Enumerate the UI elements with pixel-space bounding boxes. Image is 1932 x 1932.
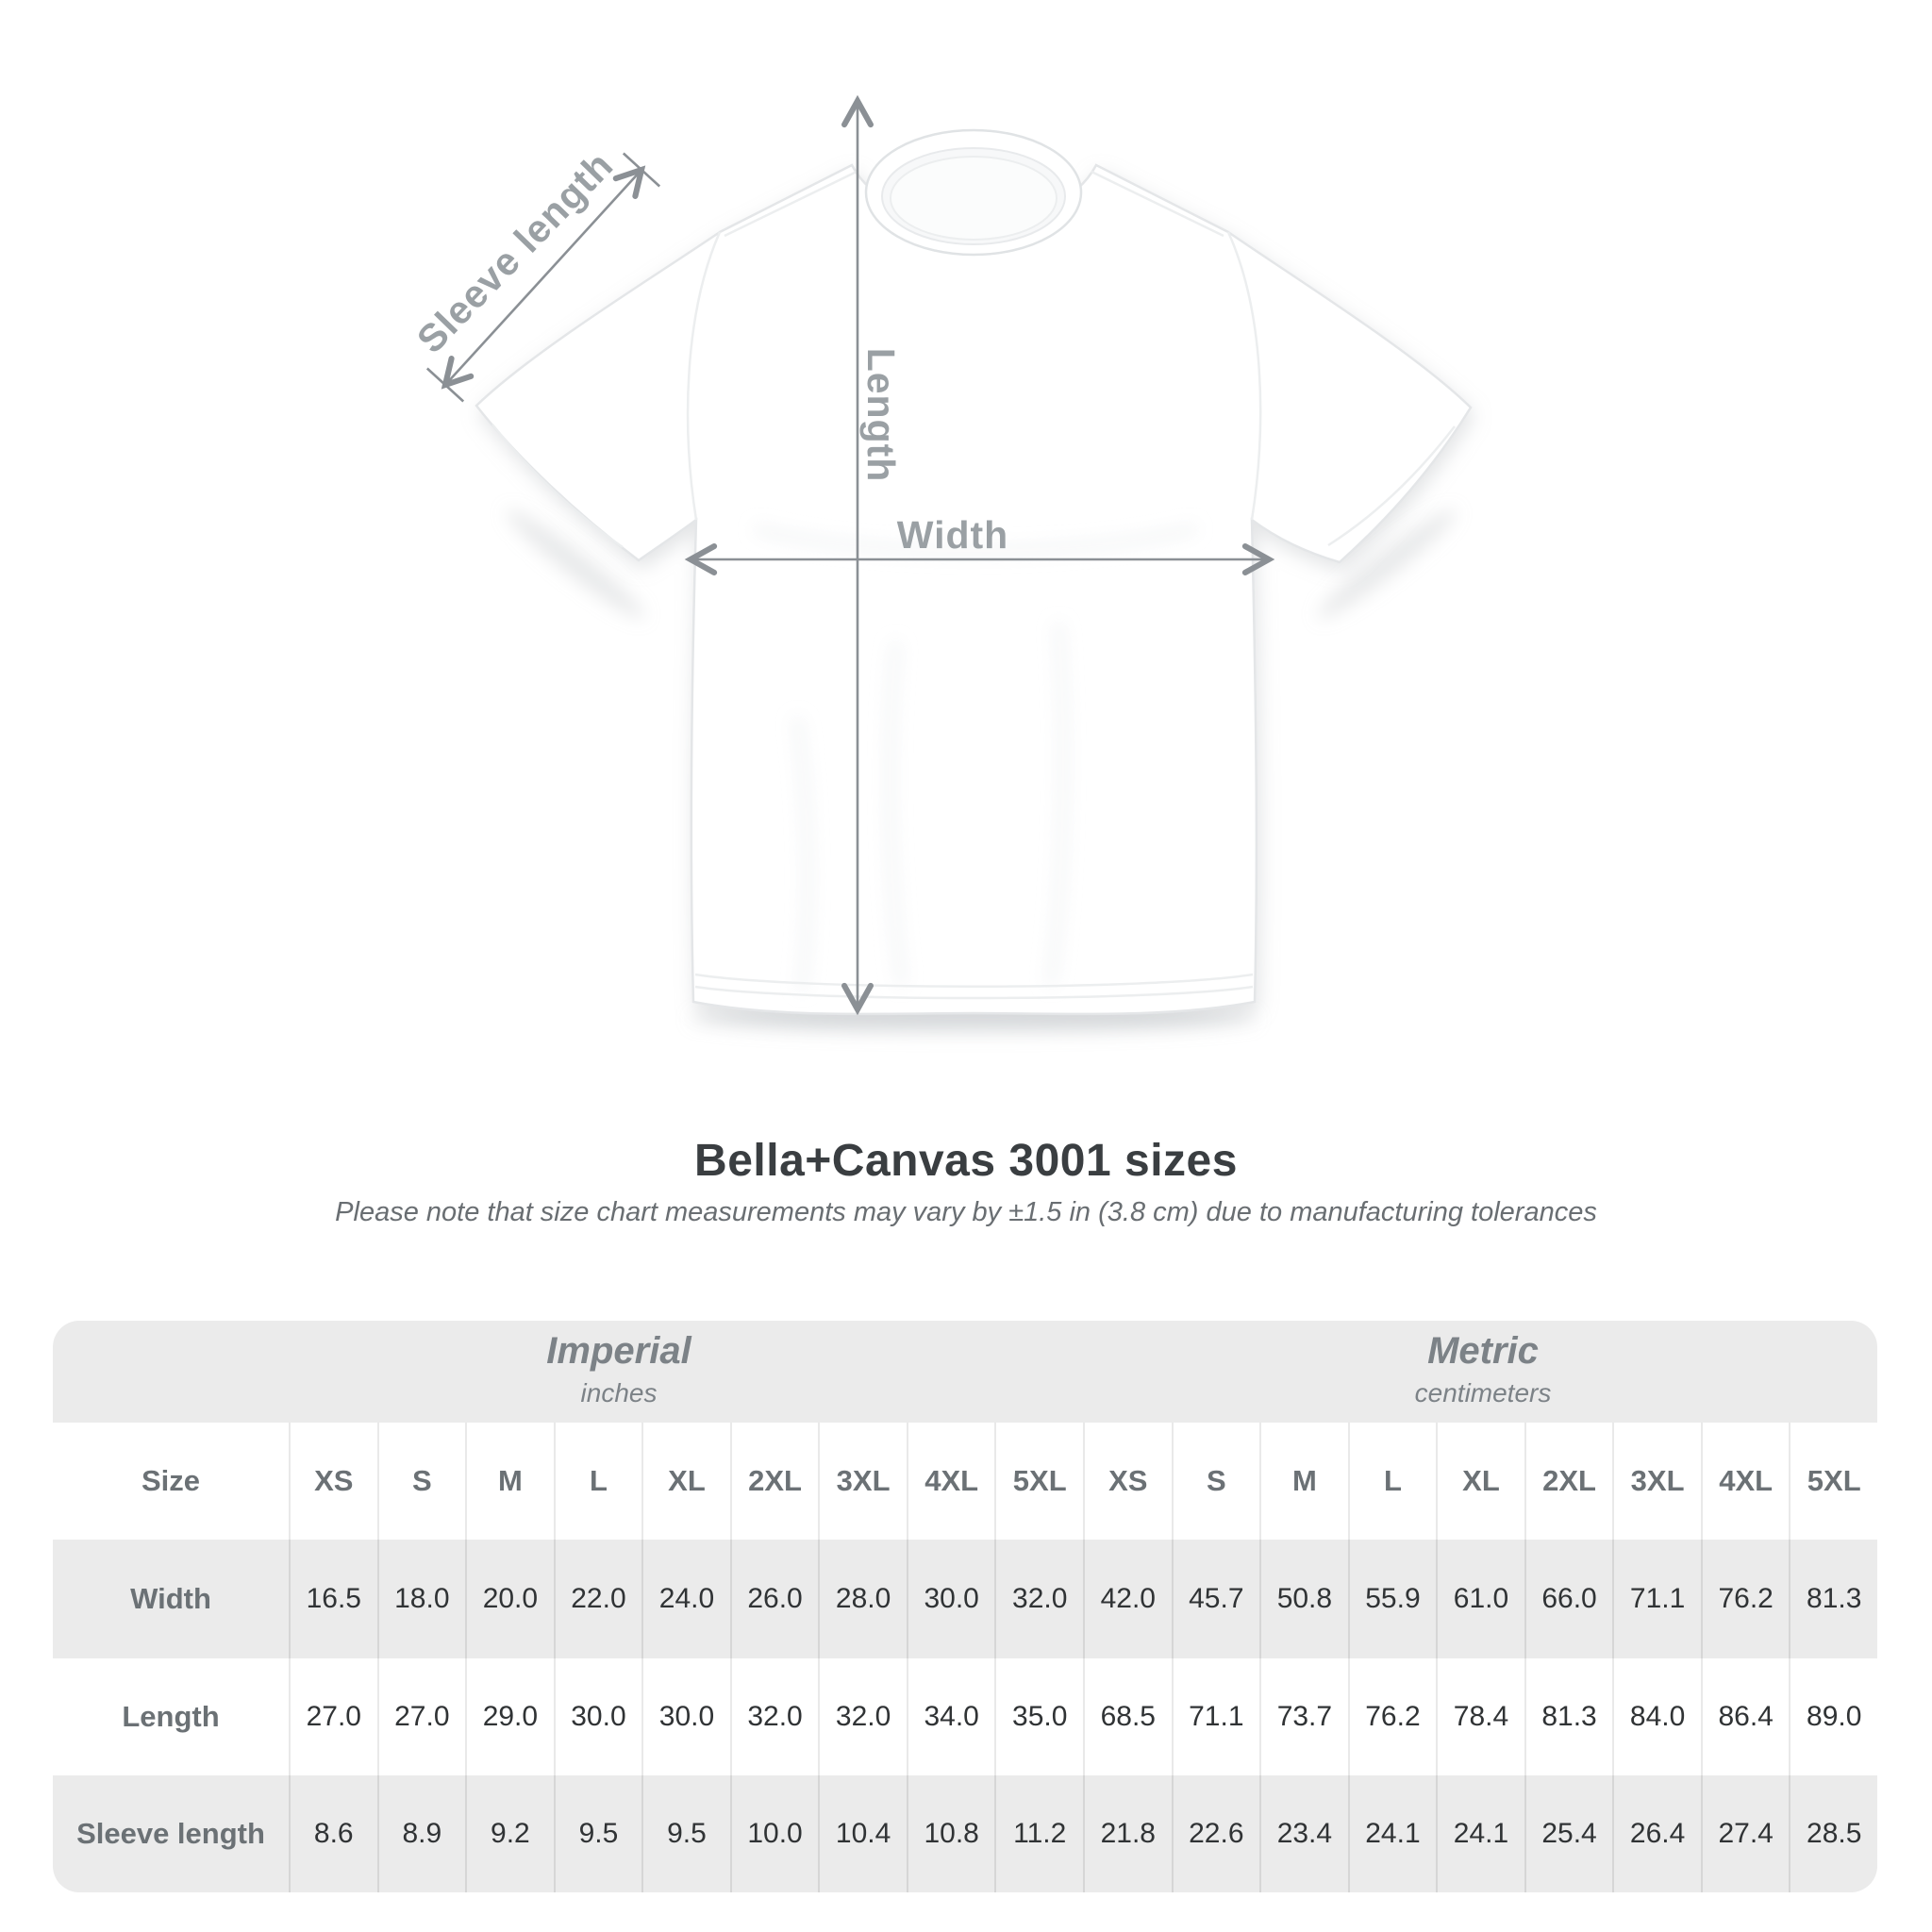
width-label: Width xyxy=(896,513,1009,557)
value-cell: 73.7 xyxy=(1259,1658,1348,1775)
value-cell: 10.8 xyxy=(907,1775,995,1892)
value-cell: 27.4 xyxy=(1701,1775,1790,1892)
value-cell: 81.3 xyxy=(1789,1540,1877,1658)
size-header-cell: XL xyxy=(1436,1423,1524,1540)
value-cell: 10.0 xyxy=(730,1775,819,1892)
value-cell: 9.5 xyxy=(554,1775,642,1892)
size-header-cell: L xyxy=(554,1423,642,1540)
size-header-cell: 4XL xyxy=(907,1423,995,1540)
size-header-cell: XL xyxy=(641,1423,730,1540)
size-table xyxy=(53,1321,1877,1892)
value-cell: 28.5 xyxy=(1789,1775,1877,1892)
value-cell: 22.6 xyxy=(1172,1775,1260,1892)
size-column-header: Size xyxy=(53,1423,289,1540)
value-cell: 71.1 xyxy=(1612,1540,1701,1658)
value-cell: 27.0 xyxy=(289,1658,377,1775)
value-cell: 78.4 xyxy=(1436,1658,1524,1775)
size-header-cell: S xyxy=(1172,1423,1260,1540)
value-cell: 25.4 xyxy=(1524,1775,1613,1892)
value-cell: 32.0 xyxy=(818,1658,907,1775)
value-cell: 55.9 xyxy=(1348,1540,1437,1658)
value-cell: 11.2 xyxy=(994,1775,1083,1892)
value-cell: 81.3 xyxy=(1524,1658,1613,1775)
value-cell: 9.5 xyxy=(641,1775,730,1892)
value-cell: 24.1 xyxy=(1348,1775,1437,1892)
value-cell: 27.0 xyxy=(377,1658,466,1775)
size-header-cell: 4XL xyxy=(1701,1423,1790,1540)
value-cell: 29.0 xyxy=(465,1658,554,1775)
length-label: Length xyxy=(859,347,903,483)
value-cell: 86.4 xyxy=(1701,1658,1790,1775)
tshirt-body xyxy=(476,130,1471,1014)
row-label: Length xyxy=(53,1658,289,1775)
sleeve-end-tick xyxy=(427,369,463,402)
value-cell: 28.0 xyxy=(818,1540,907,1658)
value-cell: 24.1 xyxy=(1436,1775,1524,1892)
imperial-group-header xyxy=(53,1330,1185,1408)
row-label: Sleeve length xyxy=(53,1775,289,1892)
value-cell: 10.4 xyxy=(818,1775,907,1892)
value-cell: 50.8 xyxy=(1259,1540,1348,1658)
size-header-cell: M xyxy=(465,1423,554,1540)
value-cell: 18.0 xyxy=(377,1540,466,1658)
collar xyxy=(866,130,1081,255)
imperial-title: Imperial xyxy=(546,1330,691,1372)
size-header-cell: 2XL xyxy=(1524,1423,1613,1540)
imperial-unit: inches xyxy=(580,1378,658,1407)
metric-title: Metric xyxy=(1427,1330,1539,1372)
value-cell: 8.9 xyxy=(377,1775,466,1892)
value-cell: 23.4 xyxy=(1259,1775,1348,1892)
page-title: Bella+Canvas 3001 sizes xyxy=(694,1136,1238,1186)
value-cell: 30.0 xyxy=(907,1540,995,1658)
size-header-cell: 5XL xyxy=(994,1423,1083,1540)
value-cell: 26.4 xyxy=(1612,1775,1701,1892)
value-cell: 35.0 xyxy=(994,1658,1083,1775)
value-cell: 61.0 xyxy=(1436,1540,1524,1658)
size-header-cell: 3XL xyxy=(818,1423,907,1540)
value-cell: 8.6 xyxy=(289,1775,377,1892)
unit-header-band xyxy=(53,1321,1877,1423)
metric-unit: centimeters xyxy=(1414,1378,1552,1407)
value-cell: 24.0 xyxy=(641,1540,730,1658)
metric-group-header xyxy=(1089,1330,1877,1408)
size-header-cell: M xyxy=(1259,1423,1348,1540)
value-cell: 32.0 xyxy=(730,1658,819,1775)
value-cell: 30.0 xyxy=(641,1658,730,1775)
page-subtitle: Please note that size chart measurements may vary by ±1.5 in (3.8 cm) due to manufacturing tolerances xyxy=(335,1197,1597,1227)
size-header-cell: XS xyxy=(289,1423,377,1540)
size-header-cell: 3XL xyxy=(1612,1423,1701,1540)
value-cell: 34.0 xyxy=(907,1658,995,1775)
size-header-cell: 2XL xyxy=(730,1423,819,1540)
value-cell: 76.2 xyxy=(1348,1658,1437,1775)
size-header-cell: S xyxy=(377,1423,466,1540)
value-cell: 66.0 xyxy=(1524,1540,1613,1658)
row-label: Width xyxy=(53,1540,289,1658)
value-cell: 71.1 xyxy=(1172,1658,1260,1775)
value-cell: 20.0 xyxy=(465,1540,554,1658)
size-header-cell: XS xyxy=(1083,1423,1172,1540)
sleeve-length-label: Sleeve length xyxy=(408,142,622,361)
value-cell: 16.5 xyxy=(289,1540,377,1658)
value-cell: 32.0 xyxy=(994,1540,1083,1658)
value-cell: 84.0 xyxy=(1612,1658,1701,1775)
value-cell: 9.2 xyxy=(465,1775,554,1892)
value-cell: 30.0 xyxy=(554,1658,642,1775)
value-cell: 22.0 xyxy=(554,1540,642,1658)
value-cell: 89.0 xyxy=(1789,1658,1877,1775)
sleeve-end-tick xyxy=(624,154,659,187)
value-cell: 42.0 xyxy=(1083,1540,1172,1658)
value-cell: 68.5 xyxy=(1083,1658,1172,1775)
size-grid xyxy=(53,1423,1877,1892)
value-cell: 21.8 xyxy=(1083,1775,1172,1892)
value-cell: 26.0 xyxy=(730,1540,819,1658)
value-cell: 76.2 xyxy=(1701,1540,1790,1658)
size-header-cell: L xyxy=(1348,1423,1437,1540)
value-cell: 45.7 xyxy=(1172,1540,1260,1658)
size-header-cell: 5XL xyxy=(1789,1423,1877,1540)
